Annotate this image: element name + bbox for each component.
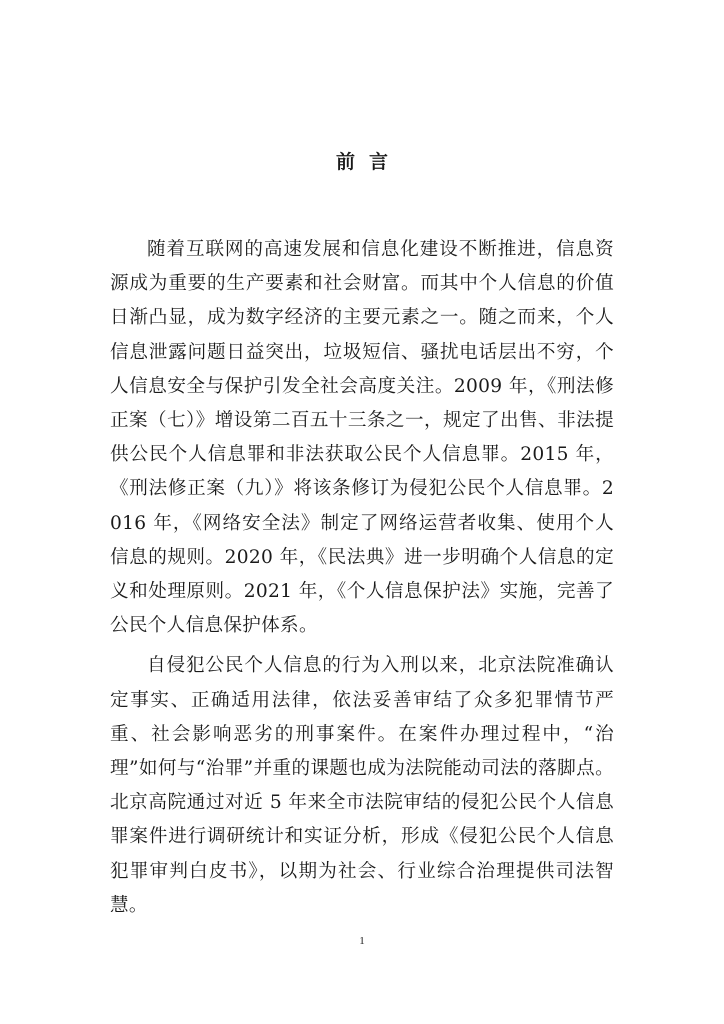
page-number: 1 — [359, 935, 365, 947]
document-body — [110, 233, 614, 923]
paragraph-1: 随着互联网的高速发展和信息化建设不断推进，信息资源成为重要的生产要素和社会财富。而其中个人信息的价值日渐凸显，成为数字经济的主要元素之一。随之而来，个人信息泄露问题日益突出，垃圾短信、骚扰电话层出不穷，个人信息安全与保护引发全社会高度关注。2009 年，《刑法修正案（七）》增设第二百五十三条之一，规定了出售、非法提供公民个人信息罪和非法获取公民个人信息罪。2015 年，《刑法修正案（九）》将该条修订为侵犯公民个人信息罪。2016 年，《网络安全法》制定了网络运营者收集、使用个人信息的规则。2020 年，《民法典》进一步明确个人信息的定义和处理原则。2021 年，《个人信息保护法》实施，完善了公民个人信息保护体系。 — [110, 239, 614, 637]
page-title: 前言 — [335, 151, 402, 173]
paragraph-2: 自侵犯公民个人信息的行为入刑以来，北京法院准确认定事实、正确适用法律，依法妥善审结了众多犯罪情节严重、社会影响恶劣的刑事案件。在案件办理过程中，“治理”如何与“治罪”并重的课题也成为法院能动司法的落脚点。北京高院通过对近 5 年来全市法院审结的侵犯公民个人信息罪案件进行调研统计和实证分析，形成《侵犯公民个人信息犯罪审判白皮书》，以期为社会、行业综合治理提供司法智慧。 — [110, 655, 614, 916]
